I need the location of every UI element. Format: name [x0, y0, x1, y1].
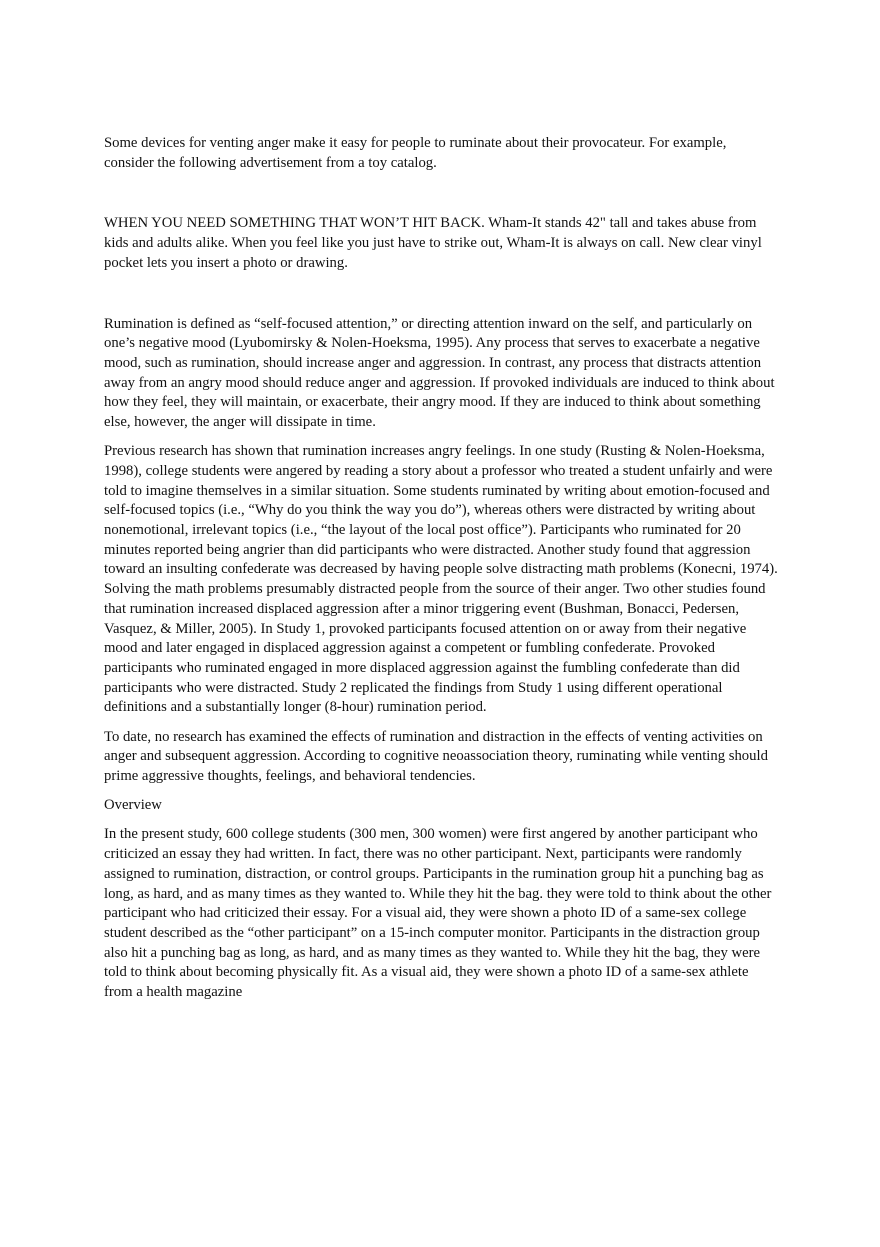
present-study-paragraph: In the present study, 600 college students (300 men, 300 women) were first angered by another participant who criticized an essay they had written. In fact, there was no other participant. Next, participants were randomly assigned to rumination, distraction, or control groups. Participants in the rumination group hit a punching bag as long, as hard, and as many times as they wanted to. While they hit the bag. they were told to think about the other participant who had criticized their essay. For a visual aid, they were shown a photo ID of a same-sex college student described as the “other participant” on a 15-inch computer monitor. Participants in the distraction group also hit a punching bag as long, as hard, and as many times as they wanted to. While they hit the bag, they were told to think about becoming physically fit. As a visual aid, they were shown a photo ID of a same-sex athlete from a health magazine: [104, 826, 772, 1001]
previous-research-paragraph: Previous research has shown that rumination increases angry feelings. In one study (Rusting & Nolen-Hoeksma, 1998), college students were angered by reading a story about a professor who treated a student unfairly and were told to imagine themselves in a similar situation. Some students ruminated by writing about emotion-focused and self-focused topics (i.e., “Why do you think the way you do”), whereas others were distracted by writing about nonemotional, irrelevant topics (i.e., “the layout of the local post office”). Participants who ruminated for 20 minutes reported being angrier than did participants who were distracted. Another study found that aggression toward an insulting confederate was decreased by having people solve distracting math problems (Konecni, 1974). Solving the math problems presumably distracted people from the source of their anger. Two other studies found that rumination increased displaced aggression after a minor triggering event (Bushman, Bonacci, Pedersen, Vasquez, & Miller, 2005). In Study 1, provoked participants focused attention on or away from their negative mood and later engaged in displaced aggression against a competent or fumbling confederate. Provoked participants who ruminated engaged in more displaced aggression against the fumbling confederate than did participants who were distracted. Study 2 replicated the findings from Study 1 using different operational definitions and a substantially longer (8-hour) rumination period.: [104, 443, 778, 716]
intro-paragraph: Some devices for venting anger make it easy for people to ruminate about their provocateur. For example, consider the following advertisement from a toy catalog.: [104, 135, 727, 171]
rumination-definition-paragraph: Rumination is defined as “self-focused attention,” or directing attention inward on the self, and particularly on one’s negative mood (Lyubomirsky & Nolen-Hoeksma, 1995). Any process that serves to exacerbate a negative mood, such as rumination, should increase anger and aggression. In contrast, any process that distracts attention away from an angry mood should reduce anger and aggression. If provoked individuals are induced to think about how they feel, they will maintain, or exacerbate, their angry mood. If they are induced to think about something else, however, the anger will dissipate in time.: [104, 315, 775, 431]
to-date-paragraph: To date, no research has examined the effects of rumination and distraction in the effects of venting activities on anger and subsequent aggression. According to cognitive neoassociation theory, ruminating while venting should prime aggressive thoughts, feelings, and behavioral tendencies.: [104, 728, 768, 784]
overview-heading: Overview: [104, 797, 162, 814]
document-page: [104, 134, 778, 1003]
advertisement-quote: WHEN YOU NEED SOMETHING THAT WON’T HIT BACK. Wham-It stands 42" tall and takes abuse from kids and adults alike. When you feel like you just have to strike out, Wham-It is always on call. New clear vinyl pocket lets you insert a photo or drawing.: [104, 215, 762, 271]
